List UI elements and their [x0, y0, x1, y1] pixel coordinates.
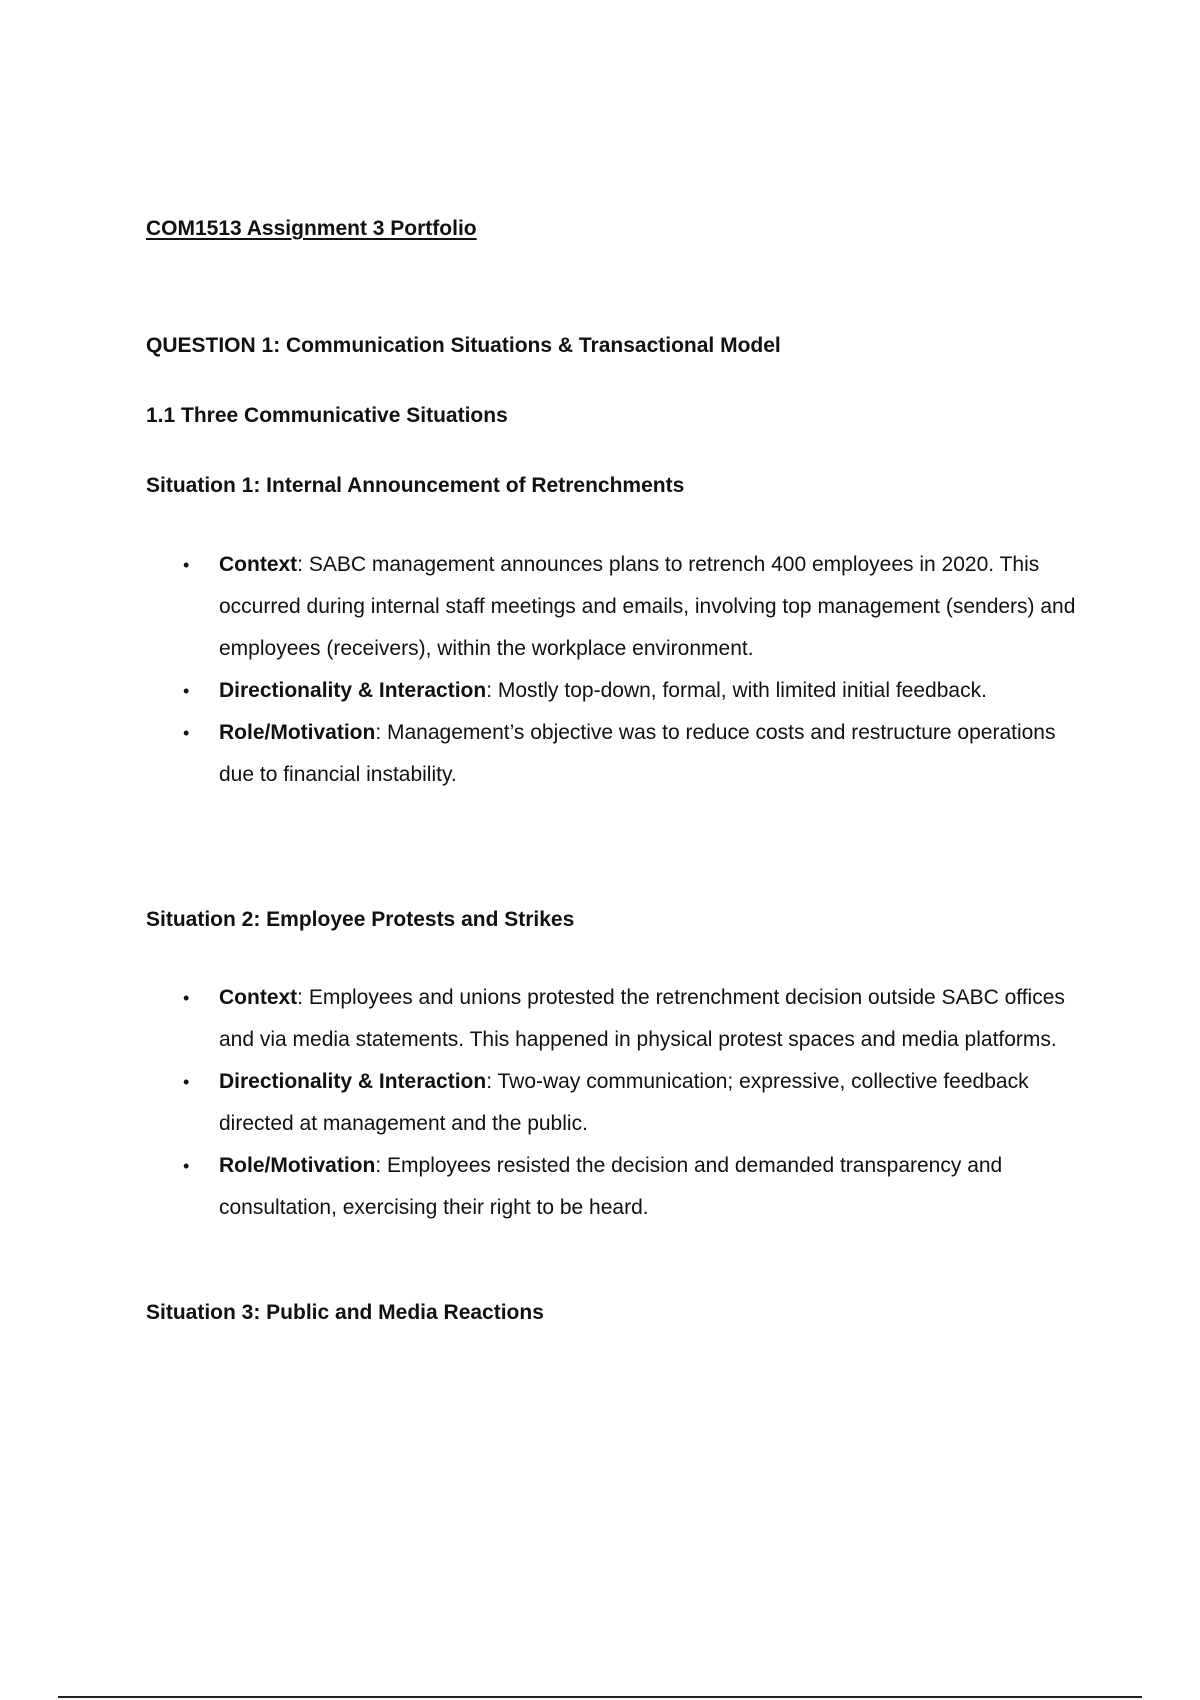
list-item: [146, 712, 1086, 796]
bullet-icon: •: [183, 1072, 190, 1092]
bullet-label: Role/Motivation: [219, 721, 376, 744]
question-1-heading: QUESTION 1: Communication Situations & Transactional Model: [146, 334, 781, 357]
bullet-icon: •: [183, 723, 190, 743]
bullet-label: Directionality & Interaction: [219, 1070, 487, 1093]
bullet-label: Role/Motivation: [219, 1154, 376, 1177]
bullet-text: : SABC management announces plans to retrench 400 employees in 2020. This occurred during internal staff meetings and emails, involving top management (senders) and employees (receivers), within the workplace environment.: [219, 553, 1076, 660]
situation-1-heading: Situation 1: Internal Announcement of Retrenchments: [146, 474, 685, 497]
bullet-icon: •: [183, 681, 190, 701]
situation-3-heading: Situation 3: Public and Media Reactions: [146, 1301, 544, 1324]
bullet-text: : Management’s objective was to reduce costs and restructure operations due to financial instability.: [219, 721, 1056, 786]
situation-1-bullet-list: [146, 544, 1086, 796]
bullet-icon: •: [183, 555, 190, 575]
bullet-label: Directionality & Interaction: [219, 679, 487, 702]
bullet-text: : Two-way communication; expressive, collective feedback directed at management and the public.: [219, 1070, 1029, 1135]
list-item: [146, 1061, 1086, 1145]
list-item: [146, 1145, 1086, 1229]
list-item: [146, 670, 1086, 712]
bullet-text: : Employees and unions protested the retrenchment decision outside SABC offices and via media statements. This happened in physical protest spaces and media platforms.: [219, 986, 1065, 1051]
list-item: [146, 544, 1086, 670]
document-title: COM1513 Assignment 3 Portfolio: [146, 217, 477, 240]
bullet-text: : Mostly top-down, formal, with limited initial feedback.: [486, 679, 987, 702]
bullet-label: Context: [219, 986, 298, 1009]
footer-divider: [58, 1696, 1142, 1698]
situation-2-bullet-list: [146, 977, 1086, 1229]
subsection-1-1-heading: 1.1 Three Communicative Situations: [146, 404, 508, 427]
bullet-text: : Employees resisted the decision and demanded transparency and consultation, exercising their right to be heard.: [219, 1154, 1003, 1219]
list-item: [146, 977, 1086, 1061]
bullet-icon: •: [183, 988, 190, 1008]
situation-2-heading: Situation 2: Employee Protests and Strikes: [146, 908, 575, 931]
bullet-label: Context: [219, 553, 298, 576]
bullet-icon: •: [183, 1156, 190, 1176]
